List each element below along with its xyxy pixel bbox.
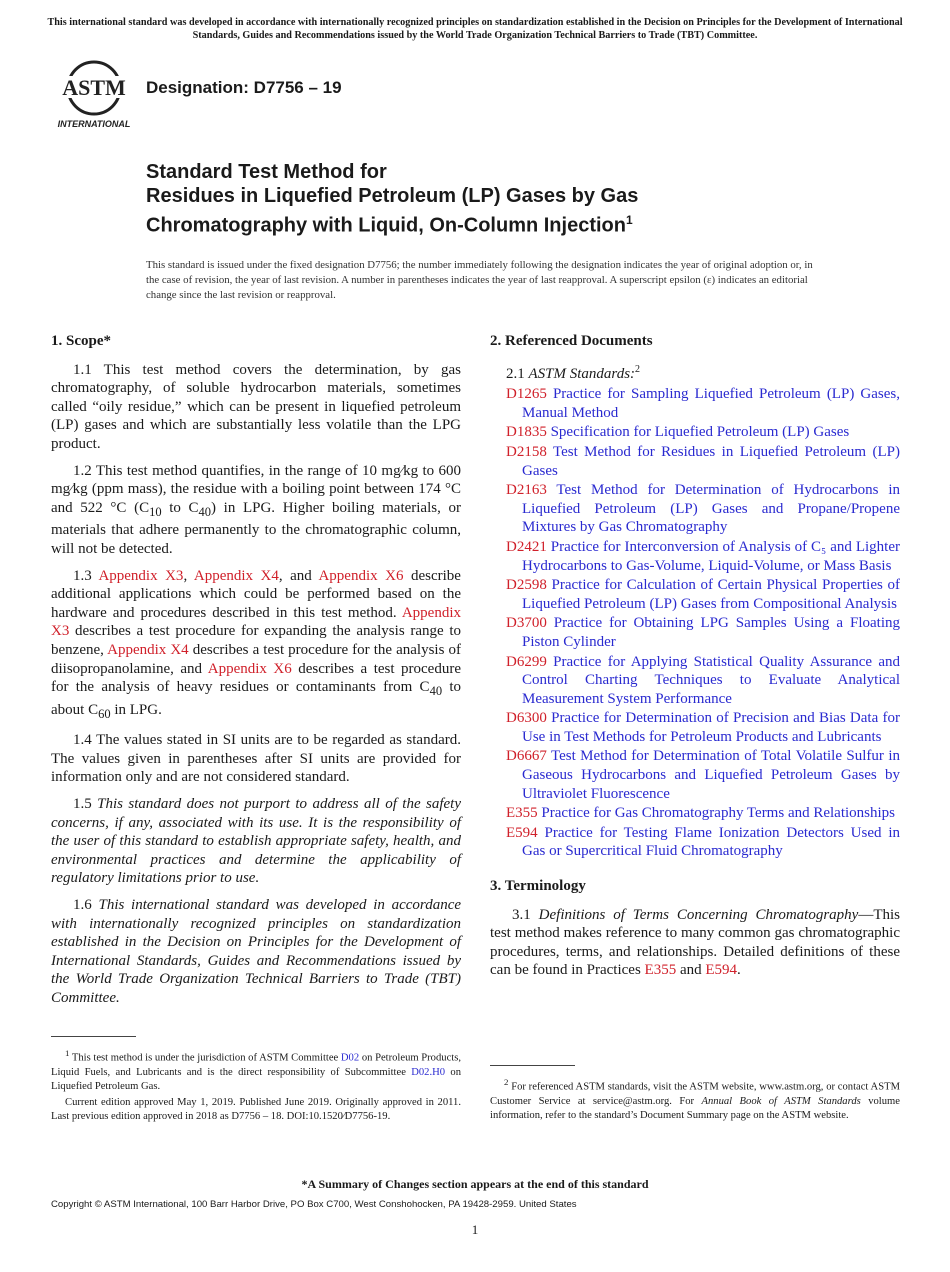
reference-code-link[interactable]: D3700 — [506, 615, 547, 632]
reference-title-link[interactable]: Practice for Obtaining LPG Samples Using a Floating Piston Cylinder — [522, 615, 900, 650]
reference-code-link[interactable]: D1835 — [506, 424, 547, 441]
title-line-1: Standard Test Method for — [146, 161, 387, 183]
link-appendix-x4[interactable]: Appendix X4 — [193, 567, 279, 584]
scope-1-3: 1.3 Appendix X3, Appendix X4, and Appendix X6 describe additional applications which could be performed based on the hardware and procedures described in this test method. Appendix X3 describes a test procedure for expanding the analysis range to benzene, Appendix X4 describes a test procedure for the analysis of diisopropanolamine, and Appendix X6 describes a test procedure for the analysis of heavy residues or contaminants from $C_{40}$ to about $C_{60}$ in LPG. — [51, 567, 461, 721]
reference-title-link[interactable]: Test Method for Residues in Liquefied Petroleum (LP) Gases — [522, 443, 900, 479]
reference-title-link[interactable]: Practice for Gas Chromatography Terms and Relationships — [537, 805, 896, 822]
document-title — [146, 160, 846, 238]
reference-item — [506, 747, 900, 803]
reference-item — [506, 804, 900, 823]
reference-title-link[interactable]: Test Method for Determination of Total Volatile Sulfur in Gaseous Hydrocarbons and Liquefied Petroleum Gases by Ultraviolet Fluorescence — [522, 748, 900, 802]
reference-item — [506, 824, 900, 861]
reference-item — [506, 614, 900, 651]
summary-of-changes-note: *A Summary of Changes section appears at the end of this standard — [301, 1177, 649, 1191]
terminology-heading: 3. Terminology — [490, 878, 586, 895]
copyright: Copyright © ASTM International, 100 Barr Harbor Drive, PO Box C700, West Conshohocken, PA 19428-2959. United States — [51, 1199, 577, 1210]
link-appendix-x3[interactable]: Appendix X3 — [98, 567, 184, 584]
tbt-notice: This international standard was developed in accordance with internationally recognized principles on standardization established in the Decision on Principles for the Development of International Standards, Guides and Recommendations issued by the World Trade Organization Technical Barriers to Trade (TBT) Committee. — [47, 17, 903, 41]
terminology-3-1: 3.1 Definitions of Terms Concerning Chromatography—This test method makes reference to many common gas chromatographic procedures, terms, and relationships. Detailed definitions of these can be found in Practices E355 and E594. — [490, 906, 900, 979]
link-committee-d02[interactable]: D02 — [340, 1052, 360, 1064]
astm-standards-subheading: 2.1 ASTM Standards:$^2$ — [506, 363, 641, 382]
reference-title-link[interactable]: Practice for Calculation of Certain Physical Properties of Liquefied Petroleum (LP) Gases from Compositional Analysis — [522, 577, 900, 612]
refdocs-heading: 2. Referenced Documents — [490, 333, 653, 349]
reference-code-link[interactable]: E594 — [506, 824, 538, 841]
reference-code-link[interactable]: E355 — [506, 805, 538, 822]
reference-title-link[interactable]: Practice for Applying Statistical Quality Assurance and Control Charting Techniques to Evaluate Analytical Measurement System Performance — [522, 653, 900, 707]
reference-code-link[interactable]: D6667 — [506, 748, 547, 765]
page-number: 1 — [471, 1222, 479, 1237]
reference-item — [506, 385, 900, 422]
link-appendix-x6[interactable]: Appendix X6 — [318, 567, 404, 584]
reference-code-link[interactable]: D2163 — [506, 482, 547, 499]
link-appendix-x3-2[interactable]: Appendix X3 — [51, 604, 461, 640]
reference-title-link[interactable]: Practice for Determination of Precision and Bias Data for Use in Test Methods for Petroleum Products and Lubricants — [522, 710, 900, 745]
reference-code-link[interactable]: D2158 — [506, 443, 547, 460]
issuance-note: This standard is issued under the fixed designation D7756; the number immediately following the designation indicates the year of original adoption or, in the case of revision, the year of last revision. A number in parentheses indicates the year of last reapproval. A superscript epsilon (ε) indicates an editorial change since the last revision or reapproval. — [146, 259, 813, 301]
right-column — [490, 332, 900, 988]
reference-item — [506, 423, 900, 442]
link-e594[interactable]: E594 — [705, 962, 738, 979]
reference-title-link[interactable]: Practice for Testing Flame Ionization Detectors Used in Gas or Supercritical Fluid Chromatography — [522, 824, 900, 860]
reference-item — [506, 481, 900, 537]
reference-item — [506, 653, 900, 709]
footnote-rule-right — [490, 1065, 575, 1066]
reference-title-link[interactable]: Test Method for Determination of Hydrocarbons in Liquefied Petroleum (LP) Gases and Propane/Propene Mixtures by Gas Chromatography — [522, 482, 900, 536]
reference-title-link[interactable]: Practice for Interconversion of Analysis of C₅ and Lighter Hydrocarbons to Gas-Volume, Liquid-Volume, or Mass Basis — [522, 538, 900, 574]
scope-1-4: 1.4 The values stated in SI units are to be regarded as standard. The values given in parentheses after SI units are provided for information only and are not considered standard. — [51, 732, 461, 786]
footnote-1: $^1$ This test method is under the jurisdiction of ASTM Committee D02 on Petroleum Products, Liquid Fuels, and Lubricants and is the direct responsibility of Subcommittee D02.H0 on Liquefied Petroleum Gas. Current edition approved May 1, 2019. Published June 2019. Originally approved in 2011. Last previous edition approved in 2018 as D7756 – 18. DOI:10.1520⁄D7756-19. — [51, 1048, 462, 1123]
reference-code-link[interactable]: D6300 — [506, 710, 547, 727]
link-appendix-x6-2[interactable]: Appendix X6 — [207, 660, 292, 677]
reference-item — [506, 709, 900, 746]
reference-code-link[interactable]: D1265 — [506, 386, 547, 403]
designation: Designation: D7756 – 19 — [146, 78, 342, 97]
reference-item — [506, 538, 900, 575]
link-appendix-x4-2[interactable]: Appendix X4 — [107, 641, 189, 658]
scope-1-5: 1.5 This standard does not purport to address all of the safety concerns, if any, associated with its use. It is the responsibility of the user of this standard to establish appropriate safety, health, and environmental practices and determine the applicability of regulatory limitations prior to use. — [51, 796, 462, 887]
reference-title-link[interactable]: Specification for Liquefied Petroleum (LP) Gases — [546, 424, 850, 441]
reference-item — [506, 443, 900, 480]
scope-1-1: 1.1 This test method covers the determination, by gas chromatography, of soluble hydrocarbon materials, sometimes called “oily residue,” which can be present in liquefied petroleum (LP) gases and which are substantially less volatile than the LPG product. — [51, 361, 461, 452]
title-line-3: Chromatography with Liquid, On-Column Injection — [146, 214, 626, 237]
left-column — [51, 332, 461, 1016]
scope-1-6: 1.6 This international standard was developed in accordance with internationally recognized principles on standardization established in the Decision on Principles for the Development of International Standards, Guides and Recommendations issued by the World Trade Organization Technical Barriers to Trade (TBT) Committee. — [51, 897, 462, 1006]
reference-code-link[interactable]: D2598 — [506, 577, 547, 594]
reference-code-link[interactable]: D2421 — [506, 538, 547, 555]
reference-list — [490, 385, 900, 861]
logo-subtitle: INTERNATIONAL — [57, 119, 131, 129]
footnote-2: $^2$ For referenced ASTM standards, visit the ASTM website, www.astm.org, or contact ASTM Customer Service at service@astm.org. For Annual Book of ASTM Standards volume information, refer to the standard’s Document Summary page on the ASTM website. — [490, 1077, 900, 1121]
astm-logo — [54, 58, 134, 130]
title-line-2: Residues in Liquefied Petroleum (LP) Gases by Gas — [146, 185, 639, 207]
scope-heading: 1. Scope* — [51, 333, 111, 349]
footnote-rule-left — [51, 1036, 136, 1037]
reference-item — [506, 576, 900, 613]
title-footnote-mark: 1 — [625, 213, 633, 227]
link-subcommittee-d02h0[interactable]: D02.H0 — [411, 1066, 446, 1078]
link-e355[interactable]: E355 — [644, 962, 677, 979]
logo-letters: ASTM — [62, 75, 126, 100]
reference-code-link[interactable]: D6299 — [506, 653, 547, 670]
scope-1-2: 1.2 This test method quantifies, in the range of 10 mg⁄kg to 600 mg⁄kg (ppm mass), the residue with a boiling point between 174 °C and 522 °C ($C_{10}$ to $C_{40}$) in LPG. Higher boiling materials, or materials that adhere permanently to the chromatographic column, will not be detected. — [51, 462, 461, 557]
reference-title-link[interactable]: Practice for Sampling Liquefied Petroleum (LP) Gases, Manual Method — [522, 386, 900, 421]
